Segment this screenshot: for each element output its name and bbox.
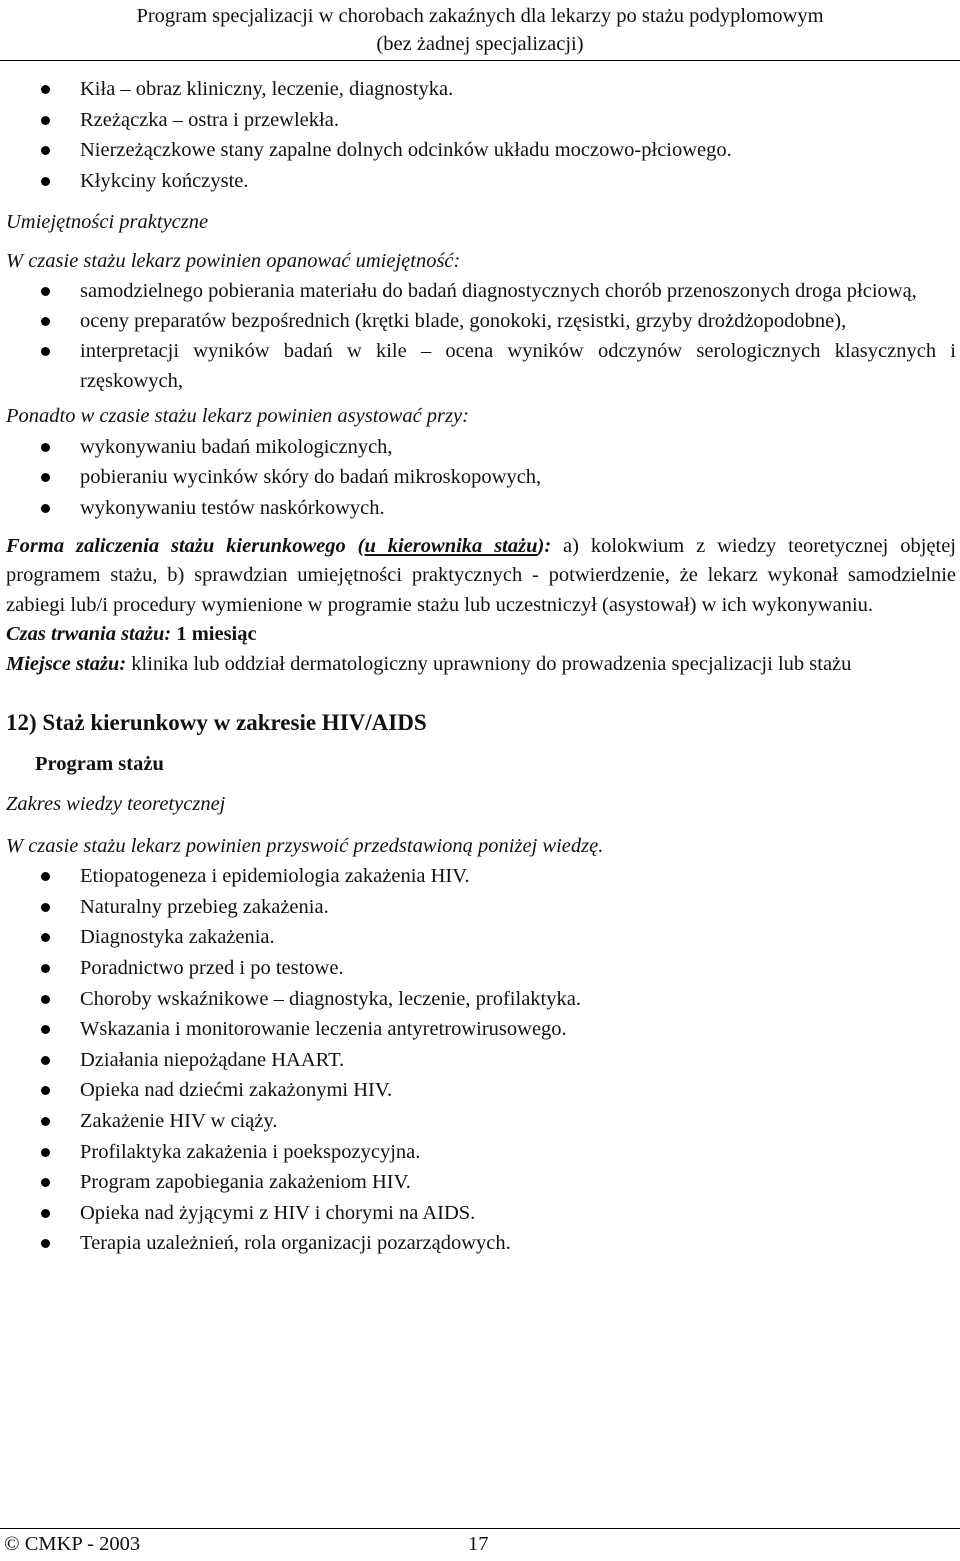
list-item: Działania niepożądane HAART. (6, 1045, 956, 1076)
page-header (0, 2, 960, 58)
duration-label: Czas trwania stażu: (6, 623, 172, 646)
duration-value: 1 miesiąc (171, 623, 257, 646)
skills-intro: W czasie stażu lekarz powinien opanować umiejętność: (6, 249, 461, 272)
list-item: Opieka nad dziećmi zakażonymi HIV. (6, 1075, 956, 1106)
forma-label-a: Forma zaliczenia stażu kierunkowego ( (6, 534, 365, 557)
list-item: wykonywaniu badań mikologicznych, (6, 432, 956, 463)
list-item: Poradnictwo przed i po testowe. (6, 953, 956, 984)
list-item: wykonywaniu testów naskórkowych. (6, 493, 956, 524)
knowledge-heading: Zakres wiedzy teoretycznej (6, 793, 226, 816)
header-line-2: (bez żadnej specjalizacji) (376, 33, 584, 55)
list-item: interpretacji wyników badań w kile – ocena wyników odczynów serologicznych klasycznych i rzęskowych, (6, 336, 956, 396)
document-body (6, 74, 956, 1259)
section-title: 12) Staż kierunkowy w zakresie HIV/AIDS (6, 710, 427, 736)
forma-label-b: ): (537, 534, 552, 557)
list-item: Zakażenie HIV w ciąży. (6, 1106, 956, 1137)
assist-list (6, 432, 956, 524)
location-label: Miejsce stażu: (6, 652, 127, 675)
knowledge-list (6, 861, 956, 1259)
topic-list-top (6, 74, 956, 196)
forma-label-underlined: u kierownika stażu (364, 534, 538, 557)
header-line-1: Program specjalizacji w chorobach zakaźnych dla lekarzy po stażu podyplomowym (136, 5, 824, 27)
assist-intro: Ponadto w czasie stażu lekarz powinien asystować przy: (6, 405, 469, 428)
list-item: Wskazania i monitorowanie leczenia antyretrowirusowego. (6, 1014, 956, 1045)
forma-paragraph (6, 532, 956, 621)
knowledge-intro: W czasie stażu lekarz powinien przyswoić przedstawioną poniżej wiedzę. (6, 834, 604, 857)
header-divider (0, 60, 960, 61)
list-item: oceny preparatów bezpośrednich (krętki blade, gonokoki, rzęsistki, grzyby drożdżopodobne), (6, 306, 956, 336)
forma-text: a) kolokwium z wiedzy teoretycznej objętej programem stażu, b) sprawdzian umiejętności praktycznych - potwierdzenie, że lekarz wykonał samodzielnie zabiegi lub/i procedury wymienione w programie stażu lub uczestniczył (asystował) w ich wykonywaniu. (6, 534, 956, 616)
list-item: Nierzeżączkowe stany zapalne dolnych odcinków układu moczowo-płciowego. (6, 135, 956, 166)
location-paragraph (6, 650, 956, 680)
list-item: Kłykciny kończyste. (6, 166, 956, 197)
list-item: Kiła – obraz kliniczny, leczenie, diagnostyka. (6, 74, 956, 105)
location-value: klinika lub oddział dermatologiczny uprawniony do prowadzenia specjalizacji lub stażu (126, 652, 852, 675)
page-number: 17 (468, 1533, 489, 1555)
program-title: Program stażu (35, 753, 164, 776)
list-item: samodzielnego pobierania materiału do badań diagnostycznych chorób przenoszonych droga płciową, (6, 276, 956, 306)
list-item: Etiopatogeneza i epidemiologia zakażenia HIV. (6, 861, 956, 892)
duration-line (6, 620, 956, 650)
skills-list (6, 276, 956, 396)
list-item: Choroby wskaźnikowe – diagnostyka, leczenie, profilaktyka. (6, 984, 956, 1015)
forma-label (6, 535, 551, 557)
skills-heading: Umiejętności praktyczne (6, 211, 209, 234)
list-item: Diagnostyka zakażenia. (6, 922, 956, 953)
list-item: Naturalny przebieg zakażenia. (6, 892, 956, 923)
footer-copyright: © CMKP - 2003 (4, 1533, 141, 1555)
list-item: Program zapobiegania zakażeniom HIV. (6, 1167, 956, 1198)
list-item: Rzeżączka – ostra i przewlekła. (6, 105, 956, 136)
list-item: pobieraniu wycinków skóry do badań mikroskopowych, (6, 462, 956, 493)
list-item: Opieka nad żyjącymi z HIV i chorymi na AIDS. (6, 1198, 956, 1229)
list-item: Terapia uzależnień, rola organizacji pozarządowych. (6, 1228, 956, 1259)
list-item: Profilaktyka zakażenia i poekspozycyjna. (6, 1137, 956, 1168)
footer-divider (0, 1528, 960, 1529)
